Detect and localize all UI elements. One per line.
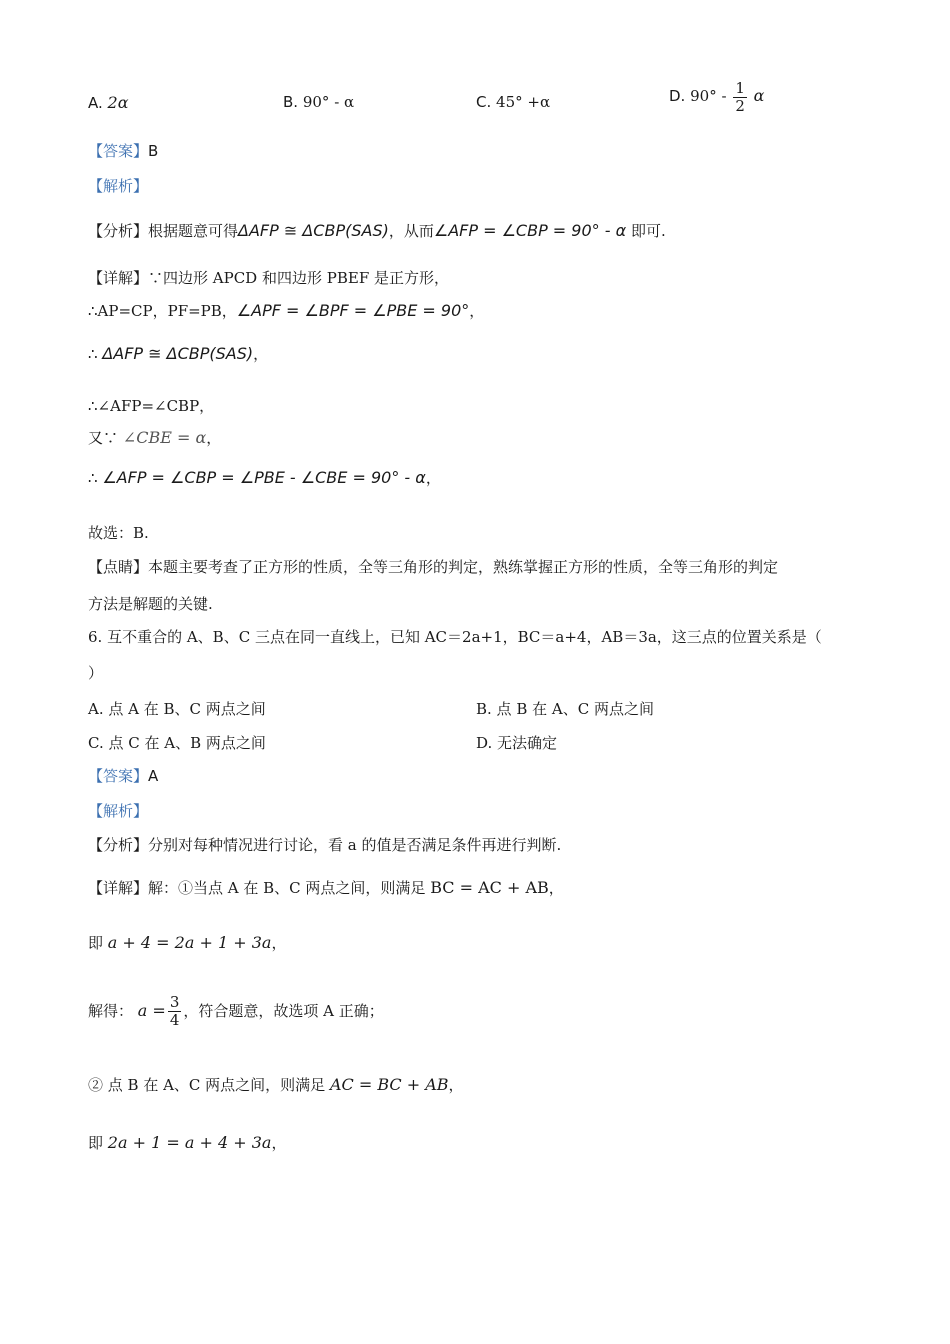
q5-detail-math-6: ∠AFP = ∠CBP = ∠PBE - ∠CBE = 90° - α (102, 468, 426, 487)
q5-detail-math-2: ∠APF = ∠BPF = ∠PBE = 90° (236, 301, 470, 320)
q6-fenxi-tag: 【分析】 (88, 836, 149, 854)
q6-detail-line-2 (88, 926, 286, 960)
q6-fenxi-text: 分别对每种情况进行讨论，看 a 的值是否满足条件再进行判断. (148, 836, 562, 854)
q6-detail-text-5b: ， (271, 1134, 287, 1152)
q6-detail-line-5 (88, 1126, 286, 1160)
q6-detail-text-4b: ， (448, 1076, 464, 1094)
q6-fenxi-line (88, 835, 561, 855)
q5-choose: 故选：B. (88, 524, 149, 542)
q6-option-b: B. 点 B 在 A、C 两点之间 (476, 700, 654, 718)
q6-answer: A (148, 767, 159, 785)
q5-dianjing-line-1 (88, 557, 778, 577)
q6-answer-tag: 【答案】 (88, 767, 149, 785)
q6-detail-text-3b: ，符合题意，故选项 A 正确； (183, 1002, 384, 1020)
q5-fenxi-text-c: 即可. (630, 222, 666, 240)
q6-ji-1: 即 (88, 934, 104, 952)
q5-detail-tag: 【详解】 (88, 269, 149, 287)
q6-frac-denominator: 4 (169, 1010, 180, 1029)
q5-option-a-value: 2α (107, 93, 129, 112)
q5-analysis-tag: 【解析】 (88, 177, 149, 195)
q6-answer-line (88, 766, 158, 786)
q5-fenxi-math-1: ΔAFP ≅ ΔCBP(SAS) (238, 221, 389, 240)
q5-option-a-label: A. (88, 94, 103, 112)
q5-detail-text-5b: ， (206, 429, 222, 447)
q6-detail-line-3 (88, 985, 384, 1036)
q6-detail-text-1a: 解：①当点 A 在 B、C 两点之间，则满足 (148, 879, 426, 897)
q5-option-b-label: B. (283, 93, 299, 111)
q6-option-a: A. 点 A 在 B、C 两点之间 (88, 700, 266, 718)
q5-option-a (88, 93, 129, 112)
q6-detail-math-2: a + 4 = 2a + 1 + 3a (107, 933, 272, 952)
q6-option-c: C. 点 C 在 A、B 两点之间 (88, 734, 266, 752)
q5-option-c-label: C. (476, 93, 492, 111)
q5-detail-text-1: ∵四边形 APCD 和四边形 PBEF 是正方形， (148, 269, 449, 287)
q5-detail-text-2a: ∴AP=CP，PF=PB， (88, 302, 237, 320)
q5-detail-line-4: ∴∠AFP=∠CBP， (88, 397, 215, 415)
q6-a-eq: a = (137, 1001, 166, 1020)
q6-detail-math-1: BC = AC + AB (430, 878, 549, 897)
q6-stem-line-1: 6. 互不重合的 A、B、C 三点在同一直线上，已知 AC＝2a+1，BC＝a+4，AB＝3a，这三点的位置关系是（ (88, 628, 822, 646)
q6-frac-numerator: 3 (169, 993, 180, 1011)
q5-detail-text-3b: ， (253, 345, 269, 363)
q5-therefore-2: ∴ (88, 469, 98, 487)
q5-option-d-suffix: α (753, 86, 765, 105)
q5-dianjing-tag: 【点睛】 (88, 558, 149, 576)
q6-ji-2: 即 (88, 1134, 104, 1152)
q5-detail-text-5a: 又∵ (88, 429, 119, 447)
q5-therefore-1: ∴ (88, 345, 98, 363)
q6-detail-math-4: AC = BC + AB (329, 1075, 449, 1094)
q5-detail-text-6b: ， (425, 469, 441, 487)
q5-answer-line (88, 141, 158, 161)
q5-detail-line-5 (88, 428, 221, 448)
q5-detail-line-1 (88, 268, 449, 288)
q5-option-d-numerator: 1 (735, 79, 745, 97)
q5-answer: B (148, 142, 159, 160)
q5-detail-math-5: ∠CBE = α (122, 428, 207, 447)
q6-jiede: 解得： (88, 1002, 134, 1020)
q5-option-d-prefix: 90° - (690, 87, 727, 105)
q5-option-b (283, 93, 354, 111)
q5-dianjing-text-1: 本题主要考查了正方形的性质，全等三角形的判定，熟练掌握正方形的性质，全等三角形的判定 (148, 558, 779, 576)
q5-fenxi-text-a: 根据题意可得 (148, 222, 239, 240)
q5-detail-line-6 (88, 460, 441, 496)
q5-option-d-fraction (733, 80, 747, 114)
q5-option-d-label: D. (669, 87, 686, 105)
q5-fenxi-line (88, 221, 666, 241)
q5-fenxi-math-2: ∠AFP = ∠CBP = 90° - α (433, 221, 627, 240)
q5-answer-tag: 【答案】 (88, 142, 149, 160)
q6-detail-line-4 (88, 1068, 464, 1102)
q6-analysis-tag: 【解析】 (88, 802, 149, 820)
q6-fraction (168, 994, 182, 1028)
q6-detail-tag: 【详解】 (88, 879, 149, 897)
q5-detail-line-3 (88, 336, 268, 372)
q5-option-c-value: 45° +α (496, 93, 551, 111)
q6-detail-math-5: 2a + 1 = a + 4 + 3a (107, 1133, 272, 1152)
q5-fenxi-text-b: ，从而 (388, 222, 434, 240)
q5-dianjing-line-2: 方法是解题的关键. (88, 595, 213, 613)
q6-detail-line-1 (88, 878, 564, 898)
q5-option-c (476, 93, 550, 111)
q5-detail-line-2 (88, 301, 484, 321)
q5-option-b-value: 90° - α (302, 93, 355, 111)
q6-detail-text-2b: ， (271, 934, 287, 952)
q6-option-d: D. 无法确定 (476, 734, 558, 752)
q5-detail-text-2b: ， (469, 302, 485, 320)
q6-detail-text-1b: ， (548, 879, 564, 897)
q5-option-d-denominator: 2 (735, 96, 745, 115)
q5-fenxi-tag: 【分析】 (88, 222, 149, 240)
q6-stem-line-2: ） (88, 664, 104, 682)
q5-option-d (669, 80, 764, 114)
q5-detail-math-3: ΔAFP ≅ ΔCBP(SAS) (102, 344, 254, 363)
q6-detail-text-4a: ② 点 B 在 A、C 两点之间，则满足 (88, 1076, 326, 1094)
